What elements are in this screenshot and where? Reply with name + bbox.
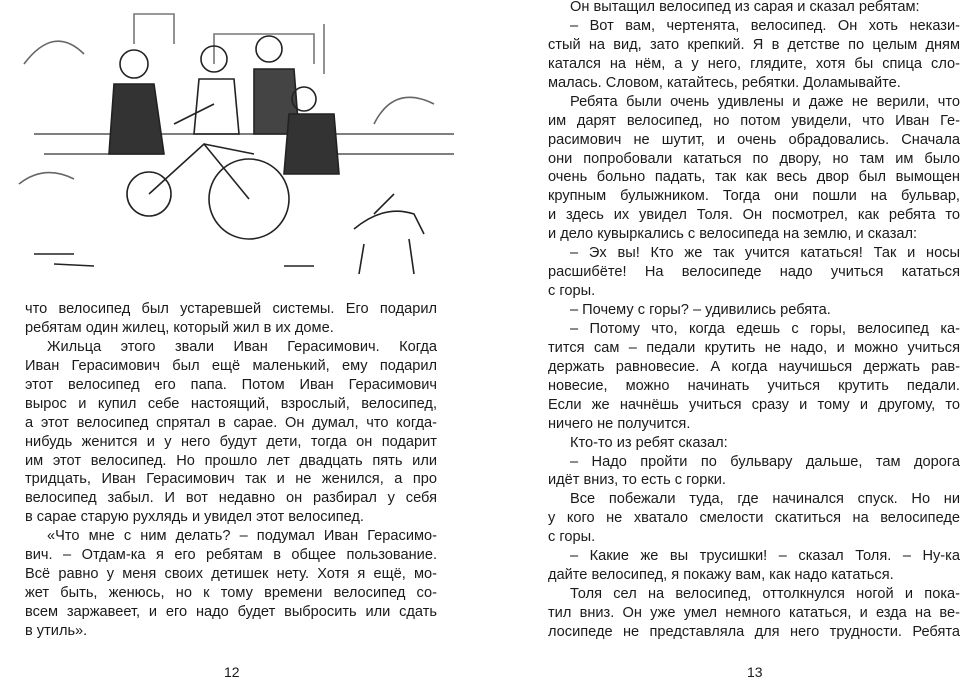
left-page-text bbox=[25, 300, 437, 641]
paragraph bbox=[548, 490, 960, 547]
text-line: новесие, можно начинать учиться крутить педали. bbox=[548, 377, 960, 394]
paragraph bbox=[25, 300, 437, 338]
text-line: ребятам один жилец, который жил в их доме. bbox=[25, 319, 334, 336]
paragraph bbox=[25, 338, 437, 527]
text-line: Толя сел на велосипед, оттолкнулся ногой и пока- bbox=[570, 586, 960, 603]
text-line: у кого не хватало смелости скатиться на велосипеде bbox=[548, 510, 960, 527]
text-line: – Надо пройти по бульвару дальше, там дорога bbox=[570, 453, 960, 470]
illustration-boys-with-bicycle bbox=[14, 4, 454, 286]
text-line: тил вниз. Он уже умел немного кататься, и езда на ве- bbox=[548, 605, 960, 621]
paragraph bbox=[548, 0, 960, 17]
text-line: велосипед забыл. И вот недавно он разбирал у себя bbox=[25, 490, 437, 507]
right-page-text bbox=[548, 0, 960, 642]
text-line: Жильца этого звали Иван Герасимович. Когда bbox=[47, 338, 437, 355]
paragraph bbox=[548, 244, 960, 301]
text-line: расшибёте! На велосипеде надо учиться кататься bbox=[548, 264, 960, 281]
text-line: вырос и купил себе настоящий, взрослый, велосипед, bbox=[25, 395, 437, 412]
text-line: с горы. bbox=[548, 283, 596, 300]
text-line: очень больно падать, так как весь двор был вымощен bbox=[548, 169, 960, 186]
text-line: и здесь их увидел Толя. Он посмотрел, как ребята то bbox=[548, 207, 960, 224]
text-line: идёт вниз, то есть с горки. bbox=[548, 472, 726, 489]
text-line: – Почему с горы? – удивились ребята. bbox=[570, 302, 831, 318]
text-line: тится сам – педали крутить не надо, и можно учиться bbox=[548, 339, 960, 356]
text-line: стый на вид, зато крепкий. Я в детстве по целым дням bbox=[548, 36, 960, 53]
text-line: «Что мне с ним делать? – подумал Иван Герасимо- bbox=[47, 528, 437, 545]
text-line: катался на нём, а у него, глядите, хотя бы спица сло- bbox=[548, 55, 960, 72]
paragraph bbox=[548, 301, 960, 320]
paragraph bbox=[548, 434, 960, 453]
text-line: им дарят велосипед, но потом увидели, что Иван Ге- bbox=[548, 112, 960, 129]
paragraph bbox=[548, 585, 960, 642]
text-line: – Вот вам, чертенята, велосипед. Он хоть некази- bbox=[570, 17, 960, 34]
text-line: Все побежали туда, где начинался спуск. Но ни bbox=[570, 491, 960, 508]
paragraph bbox=[548, 320, 960, 434]
paragraph bbox=[548, 547, 960, 585]
text-line: ничего не получится. bbox=[548, 415, 691, 432]
left-page bbox=[0, 0, 483, 681]
text-line: в утиль». bbox=[25, 622, 88, 639]
paragraph bbox=[548, 17, 960, 93]
page-number: 13 bbox=[747, 664, 763, 680]
text-line: что велосипед был устаревшей системы. Его подарил bbox=[25, 301, 437, 317]
text-line: Если же начнёшь учиться сразу и тому и другому, то bbox=[548, 396, 960, 413]
text-line: а этот велосипед спрятал в сарае. Он думал, что когда- bbox=[25, 414, 437, 431]
text-line: этот велосипед его папа. Потом Иван Герасимович bbox=[25, 376, 437, 393]
paragraph bbox=[548, 93, 960, 245]
text-line: Ребята были очень удивлены и даже не верили, что bbox=[570, 93, 960, 110]
text-line: нибудь женится и у него будут дети, тогда он подарит bbox=[25, 433, 437, 450]
text-line: – Эх вы! Кто же так учится кататься! Так и носы bbox=[570, 245, 960, 262]
text-line: всем заржавеет, и его надо будет выбросить или сдать bbox=[25, 604, 437, 620]
paragraph bbox=[25, 527, 437, 641]
paragraph bbox=[548, 453, 960, 491]
text-line: крупным булыжником. Тогда они пошли на бульвар, bbox=[548, 188, 960, 205]
text-line: – Какие же вы трусишки! – сказал Толя. – Ну-ка bbox=[570, 548, 960, 565]
text-line: дайте велосипед, я покажу вам, как надо кататься. bbox=[548, 567, 894, 584]
text-line: тридцать, Иван Герасимович так и не женился, а про bbox=[25, 471, 437, 488]
text-line: они попробовали кататься по двору, но там им было bbox=[548, 150, 960, 167]
text-line: малась. Словом, катайтесь, ребятки. Доламывайте. bbox=[548, 74, 901, 91]
page-number: 12 bbox=[224, 664, 240, 680]
right-page bbox=[484, 0, 967, 681]
text-line: Кто-то из ребят сказал: bbox=[570, 434, 728, 451]
text-line: жет быть, женюсь, но к тому времени велосипед со- bbox=[25, 585, 437, 602]
text-line: Всё равно у меня своих детишек нету. Хотя я ещё, мо- bbox=[25, 566, 437, 583]
text-line: расимович не шутит, и очень обрадовались. Сначала bbox=[548, 131, 960, 148]
text-line: Иван Герасимович был ещё маленький, ему подарил bbox=[25, 357, 437, 374]
text-line: держать равновесие. А когда научишься держать рав- bbox=[548, 358, 960, 375]
text-line: в сарае старую рухлядь и увидел этот велосипед. bbox=[25, 509, 364, 526]
text-line: и дело кувыркались с велосипеда на землю, и сказал: bbox=[548, 226, 918, 243]
text-line: им этот велосипед. Но прошло лет двадцать пять или bbox=[25, 452, 437, 469]
text-line: – Потому что, когда едешь с горы, велосипед ка- bbox=[570, 320, 960, 337]
text-line: вич. – Отдам-ка я его ребятам в общее пользование. bbox=[25, 547, 437, 564]
text-line: с горы. bbox=[548, 529, 596, 546]
text-line: лосипеде не представляла для него трудности. Ребята bbox=[548, 623, 960, 640]
text-line: Он вытащил велосипед из сарая и сказал ребятам: bbox=[570, 0, 920, 15]
